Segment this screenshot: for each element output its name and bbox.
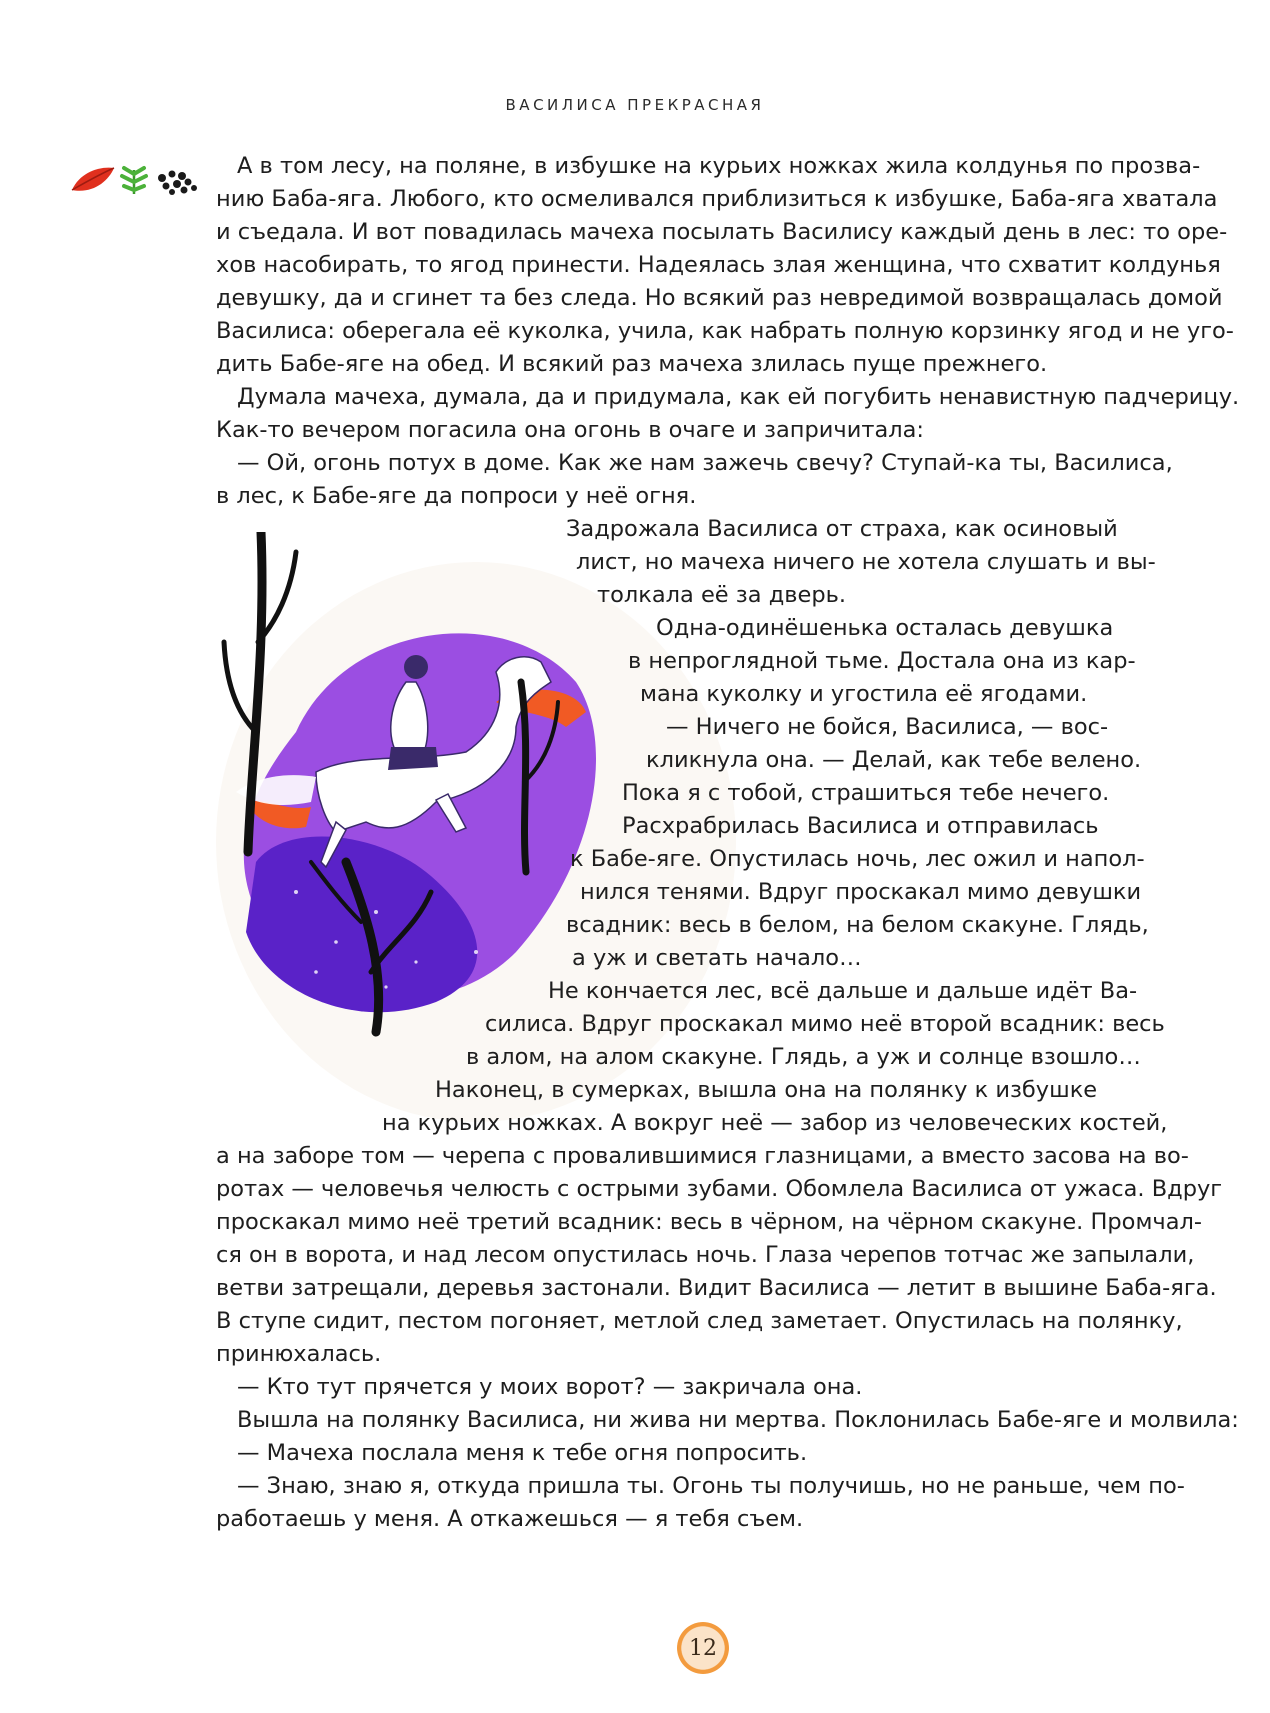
body-line: Наконец, в сумерках, вышла она на полянку к избушке	[435, 1077, 1098, 1103]
body-line: ветви затрещали, деревья застонали. Видит Василиса — летит в вышине Баба-яга.	[216, 1275, 1217, 1301]
body-line: Задрожала Василиса от страха, как осиновый	[566, 516, 1118, 542]
body-line: Одна-одинёшенька осталась девушка	[656, 615, 1114, 641]
body-line: принюхалась.	[216, 1341, 382, 1367]
body-line: Как-то вечером погасила она огонь в очаге и запричитала:	[216, 417, 924, 443]
body-line: Василиса: оберегала её куколка, учила, как набрать полную корзинку ягод и не уго-	[216, 318, 1234, 344]
body-line: в лес, к Бабе-яге да попроси у неё огня.	[216, 483, 697, 509]
body-line: — Мачеха послала меня к тебе огня попросить.	[237, 1440, 808, 1466]
red-leaf-icon	[72, 168, 114, 191]
body-line: Думала мачеха, думала, да и придумала, как ей погубить ненавистную падчерицу.	[237, 384, 1240, 410]
body-line: Пока я с тобой, страшиться тебе нечего.	[622, 780, 1110, 806]
page-number-text: 12	[689, 1635, 717, 1661]
green-sprig-icon	[122, 168, 146, 194]
body-line: проскакал мимо неё третий всадник: весь в чёрном, на чёрном скакуне. Промчал-	[216, 1209, 1203, 1235]
body-line: А в том лесу, на поляне, в избушке на курьих ножках жила колдунья по прозва-	[237, 153, 1201, 179]
body-line: а уж и светать начало…	[572, 945, 862, 971]
body-line: девушку, да и сгинет та без следа. Но всякий раз невредимой возвращалась домой	[216, 285, 1223, 311]
body-line: кликнула она. — Делай, как тебе велено.	[646, 747, 1142, 773]
body-line: нился тенями. Вдруг проскакал мимо девушки	[580, 879, 1142, 905]
body-line: Расхрабрилась Василиса и отправилась	[622, 813, 1099, 839]
body-line: лист, но мачеха ничего не хотела слушать и вы-	[576, 549, 1156, 575]
body-line: к Бабе-яге. Опустилась ночь, лес ожил и напол-	[570, 846, 1145, 872]
body-line: Не кончается лес, всё дальше и дальше идёт Ва-	[548, 978, 1138, 1004]
body-line: Вышла на полянку Василиса, ни жива ни мертва. Поклонилась Бабе-яге и молвила:	[237, 1407, 1239, 1433]
body-line: мана куколку и угостила её ягодами.	[640, 681, 1088, 707]
body-line: — Знаю, знаю я, откуда пришла ты. Огонь ты получишь, но не раньше, чем по-	[237, 1473, 1185, 1499]
body-line: и съедала. И вот повадилась мачеха посылать Василису каждый день в лес: то оре-	[216, 219, 1228, 245]
running-title: ВАСИЛИСА ПРЕКРАСНАЯ	[505, 96, 765, 114]
body-line: — Ничего не бойся, Василиса, — вос-	[666, 714, 1109, 740]
body-line: а на заборе том — черепа с провалившимися глазницами, а вместо засова на во-	[216, 1143, 1189, 1169]
ornament	[66, 160, 226, 208]
body-line: в алом, на алом скакуне. Глядь, а уж и солнце взошло…	[466, 1044, 1141, 1070]
body-line: силиса. Вдруг проскакал мимо неё второй всадник: весь	[485, 1011, 1165, 1037]
body-line: на курьих ножках. А вокруг неё — забор из человеческих костей,	[382, 1110, 1168, 1136]
body-line: ротах — человечья челюсть с острыми зубами. Обомлела Василиса от ужаса. Вдруг	[216, 1176, 1223, 1202]
black-berries-icon	[158, 171, 197, 196]
body-line: ся он в ворота, и над лесом опустилась ночь. Глаза черепов тотчас же запылали,	[216, 1242, 1195, 1268]
body-line: — Кто тут прячется у моих ворот? — закричала она.	[237, 1374, 863, 1400]
body-line: работаешь у меня. А откажешься — я тебя съем.	[216, 1506, 804, 1532]
body-line: — Ой, огонь потух в доме. Как же нам зажечь свечу? Ступай-ка ты, Василиса,	[237, 450, 1173, 476]
body-line: толкала её за дверь.	[597, 582, 847, 608]
body-line: нию Баба-яга. Любого, кто осмеливался приблизиться к избушке, Баба-яга хватала	[216, 186, 1218, 212]
body-line: в непроглядной тьме. Достала она из кар-	[628, 648, 1136, 674]
body-line: В ступе сидит, пестом погоняет, метлой след заметает. Опустилась на полянку,	[216, 1308, 1183, 1334]
body-line: дить Бабе-яге на обед. И всякий раз мачеха злилась пуще прежнего.	[216, 351, 1048, 377]
body-line: всадник: весь в белом, на белом скакуне. Глядь,	[566, 912, 1149, 938]
body-line: хов насобирать, то ягод принести. Надеялась злая женщина, что схватит колдунья	[216, 252, 1221, 278]
page-number	[677, 1622, 729, 1674]
